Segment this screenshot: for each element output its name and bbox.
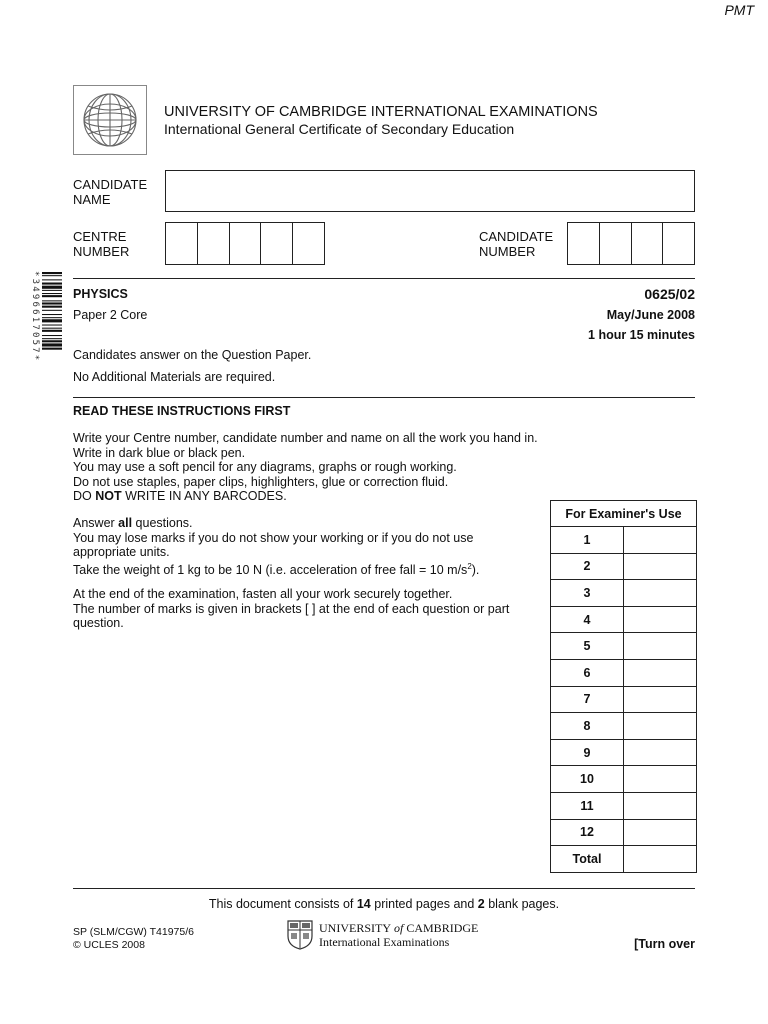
corner-mark: PMT <box>724 2 754 18</box>
examiner-row <box>551 713 697 740</box>
qualification-name: International General Certificate of Secondary Education <box>164 121 515 137</box>
total-label: Total <box>551 846 624 873</box>
candidate-name-field[interactable] <box>165 170 695 212</box>
mark-cell[interactable] <box>624 792 697 819</box>
digit-box[interactable] <box>230 223 262 264</box>
divider <box>73 278 695 279</box>
question-number: 12 <box>551 819 624 846</box>
candidate-name-label: CANDIDATE NAME <box>73 177 148 207</box>
examiner-row <box>551 633 697 660</box>
examiner-row <box>551 792 697 819</box>
examiner-row <box>551 659 697 686</box>
digit-box[interactable] <box>198 223 230 264</box>
paper-number: Paper 2 Core <box>73 308 148 322</box>
mark-cell[interactable] <box>624 606 697 633</box>
examiner-row <box>551 527 697 554</box>
digit-box[interactable] <box>663 223 694 264</box>
divider <box>73 888 695 889</box>
examiner-row <box>551 580 697 607</box>
examiner-row <box>551 553 697 580</box>
mark-cell[interactable] <box>624 580 697 607</box>
centre-number-label: CENTRE NUMBER <box>73 229 130 259</box>
mark-cell[interactable] <box>624 633 697 660</box>
turn-over: [Turn over <box>634 937 695 951</box>
total-mark-cell[interactable] <box>624 846 697 873</box>
examiner-row <box>551 739 697 766</box>
question-number: 2 <box>551 553 624 580</box>
question-number: 9 <box>551 739 624 766</box>
mark-cell[interactable] <box>624 766 697 793</box>
crest-icon <box>287 920 313 950</box>
footer-reference: SP (SLM/CGW) T41975/6 © UCLES 2008 <box>73 926 194 951</box>
examiner-row <box>551 819 697 846</box>
mark-cell[interactable] <box>624 686 697 713</box>
candidate-number-label: CANDIDATE NUMBER <box>479 229 554 259</box>
answer-note: Candidates answer on the Question Paper. <box>73 348 312 362</box>
examiner-use-table <box>550 500 697 873</box>
board-name: UNIVERSITY OF CAMBRIDGE INTERNATIONAL EXAMINATIONS <box>164 104 598 120</box>
examiner-row <box>551 766 697 793</box>
cambridge-crest <box>287 920 313 950</box>
session: May/June 2008 <box>606 308 695 322</box>
duration: 1 hour 15 minutes <box>588 328 695 342</box>
digit-box[interactable] <box>166 223 198 264</box>
paper-code: 0625/02 <box>644 286 695 302</box>
examiner-row <box>551 606 697 633</box>
question-number: 11 <box>551 792 624 819</box>
question-number: 8 <box>551 713 624 740</box>
question-number: 1 <box>551 527 624 554</box>
instructions-block-1: Write your Centre number, candidate number and name on all the work you hand in. Write in dark blue or black pen. You may use a soft pencil for any diagrams, graphs or rough working. Do not use staples, paper clips, highlighters, glue or correction fluid. DO NOT WRITE IN ANY BARCODES. <box>73 431 538 504</box>
question-number: 3 <box>551 580 624 607</box>
question-number: 4 <box>551 606 624 633</box>
page-count-note: This document consists of 14 printed pages and 2 blank pages. <box>208 897 560 911</box>
digit-box[interactable] <box>261 223 293 264</box>
materials-note: No Additional Materials are required. <box>73 370 276 384</box>
globe-icon <box>74 86 146 154</box>
barcode-text: *3496617057* <box>30 271 40 363</box>
mark-cell[interactable] <box>624 739 697 766</box>
examiner-use-heading: For Examiner's Use <box>551 501 697 527</box>
instructions-block-2: Answer all questions. You may lose marks if you do not show your working or if you do not use appropriate units. Take the weight of 1 kg to be 10 N (i.e. acceleration of free fall = 10 $m/s^2$). <box>73 516 480 577</box>
question-number: 5 <box>551 633 624 660</box>
cambridge-logo-text: UNIVERSITY of CAMBRIDGE International Examinations <box>319 921 479 949</box>
question-number: 6 <box>551 659 624 686</box>
digit-box[interactable] <box>568 223 600 264</box>
mark-cell[interactable] <box>624 819 697 846</box>
question-number: 7 <box>551 686 624 713</box>
divider <box>73 397 695 398</box>
candidate-number-field[interactable] <box>567 222 695 265</box>
instructions-block-3: At the end of the examination, fasten all your work securely together. The number of marks is given in brackets [ ] at the end of each question or part question. <box>73 587 510 631</box>
mark-cell[interactable] <box>624 553 697 580</box>
mark-cell[interactable] <box>624 713 697 740</box>
centre-number-field[interactable] <box>165 222 325 265</box>
barcode <box>28 272 62 408</box>
digit-box[interactable] <box>293 223 324 264</box>
globe-logo <box>73 85 147 155</box>
subject: PHYSICS <box>73 287 128 301</box>
mark-cell[interactable] <box>624 527 697 554</box>
digit-box[interactable] <box>600 223 632 264</box>
digit-box[interactable] <box>632 223 664 264</box>
instructions-heading: READ THESE INSTRUCTIONS FIRST <box>73 404 291 418</box>
examiner-row <box>551 686 697 713</box>
question-number: 10 <box>551 766 624 793</box>
mark-cell[interactable] <box>624 659 697 686</box>
